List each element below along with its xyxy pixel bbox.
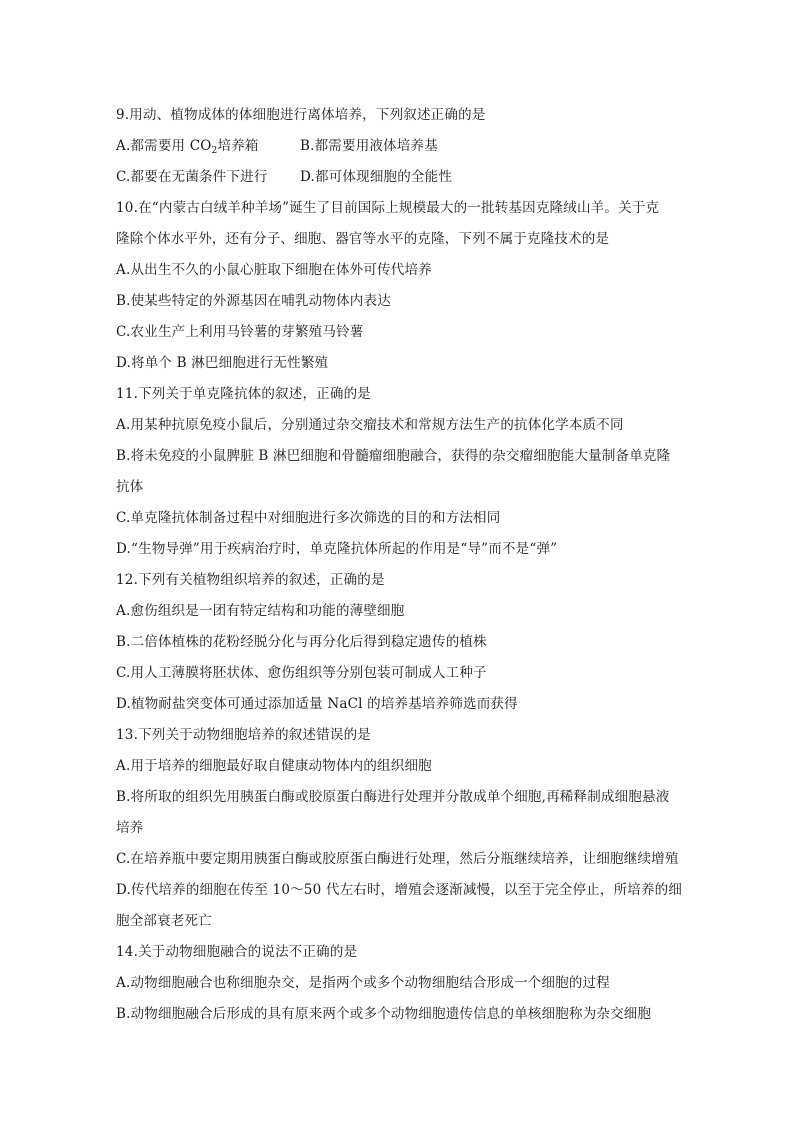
question-11-stem: 11.下列关于单克隆抗体的叙述，正确的是 [116,386,371,402]
question-12-option-c: C.用人工薄膜将胚状体、愈伤组织等分别包装可制成人工种子 [116,665,487,681]
question-9-option-c: C.都要在无菌条件下进行 [116,169,268,185]
question-11-option-b-line-2: 抗体 [116,479,144,495]
question-10-option-c: C.农业生产上利用马铃薯的芽繁殖马铃薯 [116,324,364,340]
question-14-option-a: A.动物细胞融合也称细胞杂交，是指两个或多个动物细胞结合形成一个细胞的过程 [116,975,610,991]
question-10-stem-line-1: 10.在“内蒙古白绒羊种羊场”诞生了目前国际上规模最大的一批转基因克隆绒山羊。关于克 [116,200,660,216]
question-12-option-a: A.愈伤组织是一团有特定结构和功能的薄壁细胞 [116,603,405,619]
question-10-stem-line-2: 隆除个体水平外，还有分子、细胞、器官等水平的克隆，下列不属于克隆技术的是 [116,231,610,247]
question-9-option-b: B.都需要用液体培养基 [300,138,438,154]
question-13-option-a: A.用于培养的细胞最好取自健康动物体内的组织细胞 [116,758,432,774]
question-11-option-a: A.用某种抗原免疫小鼠后，分别通过杂交瘤技术和常规方法生产的抗体化学本质不同 [116,417,624,433]
question-14-option-b: B.动物细胞融合后形成的具有原来两个或多个动物细胞遗传信息的单核细胞称为杂交细胞 [116,1006,652,1022]
question-10-option-a: A.从出生不久的小鼠心脏取下细胞在体外可传代培养 [116,262,432,278]
question-13-option-b-line-2: 培养 [116,820,144,836]
question-11-option-c: C.单克隆抗体制备过程中对细胞进行多次筛选的目的和方法相同 [116,510,501,526]
question-9-options-ab [116,131,686,162]
question-13-option-d-line-2: 胞全部衰老死亡 [116,913,212,929]
question-14-stem: 14.关于动物细胞融合的说法不正确的是 [116,944,358,960]
question-13-option-b-line-1: B.将所取的组织先用胰蛋白酶或胶原蛋白酶进行处理并分散成单个细胞,再稀释制成细胞悬液 [116,789,670,805]
question-12-option-d: D.植物耐盐突变体可通过添加适量 NaCl 的培养基培养筛选而获得 [116,696,518,712]
question-13-option-c: C.在培养瓶中要定期用胰蛋白酶或胶原蛋白酶进行处理，然后分瓶继续培养，让细胞继续增殖 [116,851,679,867]
question-12-option-b: B.二倍体植株的花粉经脱分化与再分化后得到稳定遗传的植株 [116,634,487,650]
question-13-stem: 13.下列关于动物细胞培养的叙述错误的是 [116,727,371,743]
question-9-stem: 9.用动、植物成体的体细胞进行离体培养，下列叙述正确的是 [116,107,486,123]
question-9-options-cd [116,162,686,193]
question-10-option-d: D.将单个 B 淋巴细胞进行无性繁殖 [116,355,329,371]
question-12-stem: 12.下列有关植物组织培养的叙述，正确的是 [116,572,385,588]
question-9-option-a: A.都需要用 CO2培养箱 [116,138,259,156]
question-10-option-b: B.使某些特定的外源基因在哺乳动物体内表达 [116,293,391,309]
question-11-option-b-line-1: B.将未免疫的小鼠脾脏 B 淋巴细胞和骨髓瘤细胞融合，获得的杂交瘤细胞能大量制备单克隆 [116,448,671,464]
question-13-option-d-line-1: D.传代培养的细胞在传至 10～50 代左右时，增殖会逐渐减慢，以至于完全停止，所培养的细 [116,882,683,898]
question-11-option-d: D.“生物导弹”用于疾病治疗时，单克隆抗体所起的作用是“导”而不是“弹” [116,541,558,557]
exam-page [116,100,686,1030]
question-9-option-d: D.都可体现细胞的全能性 [300,169,453,185]
